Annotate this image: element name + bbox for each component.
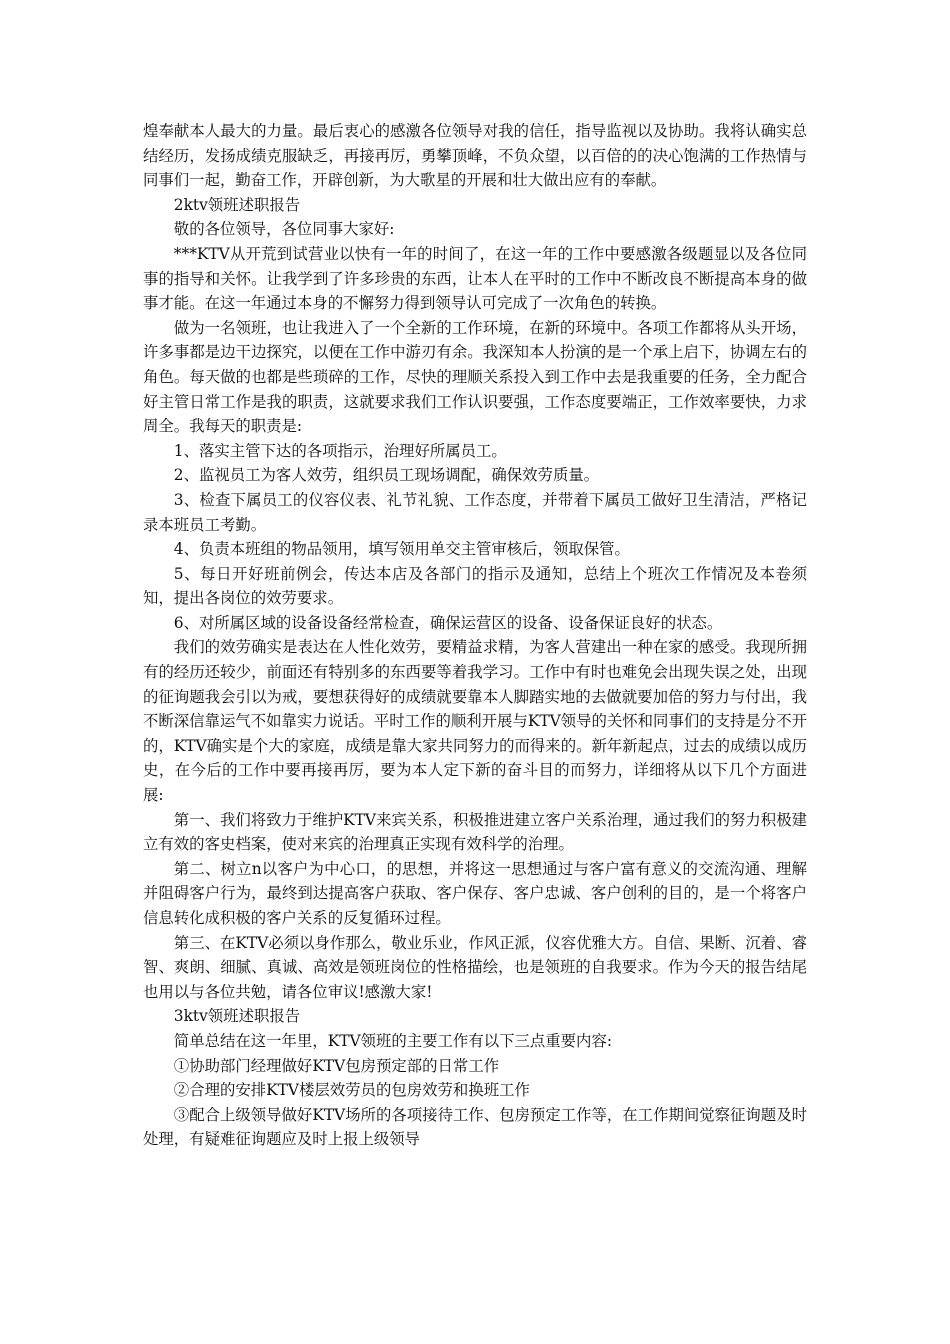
list-item: 3、检查下属员工的仪容仪表、礼节礼貌、工作态度，并带着下属员工做好卫生清洁，严格记录本班员工考勤。	[143, 490, 807, 534]
list-item: ②合理的安排KTV楼层效劳员的包房效劳和换班工作	[173, 1081, 530, 1100]
paragraph: 第一、我们将致力于维护KTV来宾关系，积极推进建立客户关系治理，通过我们的努力积极建立有效的客史档案，使对来宾的治理真正实现有效科学的治理。	[143, 810, 807, 854]
list-item: ①协助部门经理做好KTV包房预定部的日常工作	[173, 1056, 500, 1075]
section-heading-2: 2ktv领班述职报告	[173, 195, 301, 214]
list-item: 2、监视员工为客人效劳，组织员工现场调配，确保效劳质量。	[173, 466, 600, 485]
paragraph-continuation: 煌奉献本人最大的力量。最后衷心的感激各位领导对我的信任，指导监视以及协助。我将认确实总结经历，发扬成绩克服缺乏，再接再厉，勇攀顶峰，不负众望，以百倍的的决心饱满的工作热情与同事们一起，勤奋工作，开辟创新，为大歌星的开展和壮大做出应有的奉献。	[143, 122, 807, 190]
salutation: 敬的各位领导，各位同事大家好:	[173, 220, 395, 239]
section-heading-3: 3ktv领班述职报告	[173, 1007, 301, 1026]
paragraph: 我们的效劳确实是表达在人性化效劳，要精益求精，为客人营建出一种在家的感受。我现所拥有的经历还较少，前面还有特别多的东西要等着我学习。工作中有时也难免会出现失误之处，出现的征询题我会引以为戒，要想获得好的成绩就要靠本人脚踏实地的去做就要加倍的努力与付出，我不断深信靠运气不如靠实力说话。平时工作的顺利开展与KTV领导的关怀和同事们的支持是分不开的，KTV确实是个大的家庭，成绩是靠大家共同努力的而得来的。新年新起点，过去的成绩以成历史，在今后的工作中要再接再厉，要为本人定下新的奋斗目的而努力，详细将从以下几个方面进展:	[143, 638, 807, 805]
list-item: 4、负责本班组的物品领用，填写领用单交主管审核后，领取保管。	[173, 540, 630, 559]
paragraph: 简单总结在这一年里，KTV领班的主要工作有以下三点重要内容:	[173, 1031, 613, 1050]
paragraph: 第二、树立n以客户为中心口，的思想，并将这一思想通过与客户富有意义的交流沟通、理解并阻碍客户行为，最终到达提高客户获取、客户保存、客户忠诚、客户创利的目的，是一个将客户信息转化成积极的客户关系的反复循环过程。	[143, 859, 807, 927]
document-body	[143, 119, 807, 1152]
paragraph: 做为一名领班，也让我进入了一个全新的工作环境，在新的环境中。各项工作都将从头开场，许多事都是边干边探究，以便在工作中游刃有余。我深知本人扮演的是一个承上启下，协调左右的角色。每天做的也都是些琐碎的工作，尽快的理顺关系投入到工作中去是我重要的任务，全力配合好主管日常工作是我的职责，这就要求我们工作认识要强，工作态度要端正，工作效率要快，力求周全。我每天的职责是:	[143, 318, 807, 436]
paragraph: ***KTV从开荒到试营业以快有一年的时间了，在这一年的工作中要感激各级题显以及各位同事的指导和关怀。让我学到了许多珍贵的东西，让本人在平时的工作中不断改良不断提高本身的做事才能。在这一年通过本身的不懈努力得到领导认可完成了一次角色的转换。	[143, 244, 807, 313]
list-item: ③配合上级领导做好KTV场所的各项接待工作、包房预定工作等，在工作期间觉察征询题及时处理，有疑难征询题应及时上报上级领导	[143, 1105, 807, 1149]
list-item: 6、对所属区域的设备设备经常检查，确保运营区的设备、设备保证良好的状态。	[173, 613, 723, 632]
paragraph: 第三、在KTV必须以身作那么，敬业乐业，作风正派，仪容优雅大方。自信、果断、沉着、睿智、爽朗、细腻、真诚、高效是领班岗位的性格描绘，也是领班的自我要求。作为今天的报告结尾也用以与各位共勉，请各位审议!感激大家!	[143, 933, 807, 1001]
list-item: 1、落实主管下达的各项指示，治理好所属员工。	[173, 441, 507, 460]
list-item: 5、每日开好班前例会，传达本店及各部门的指示及通知，总结上个班次工作情况及本卷须知，提出各岗位的效劳要求。	[143, 564, 807, 608]
